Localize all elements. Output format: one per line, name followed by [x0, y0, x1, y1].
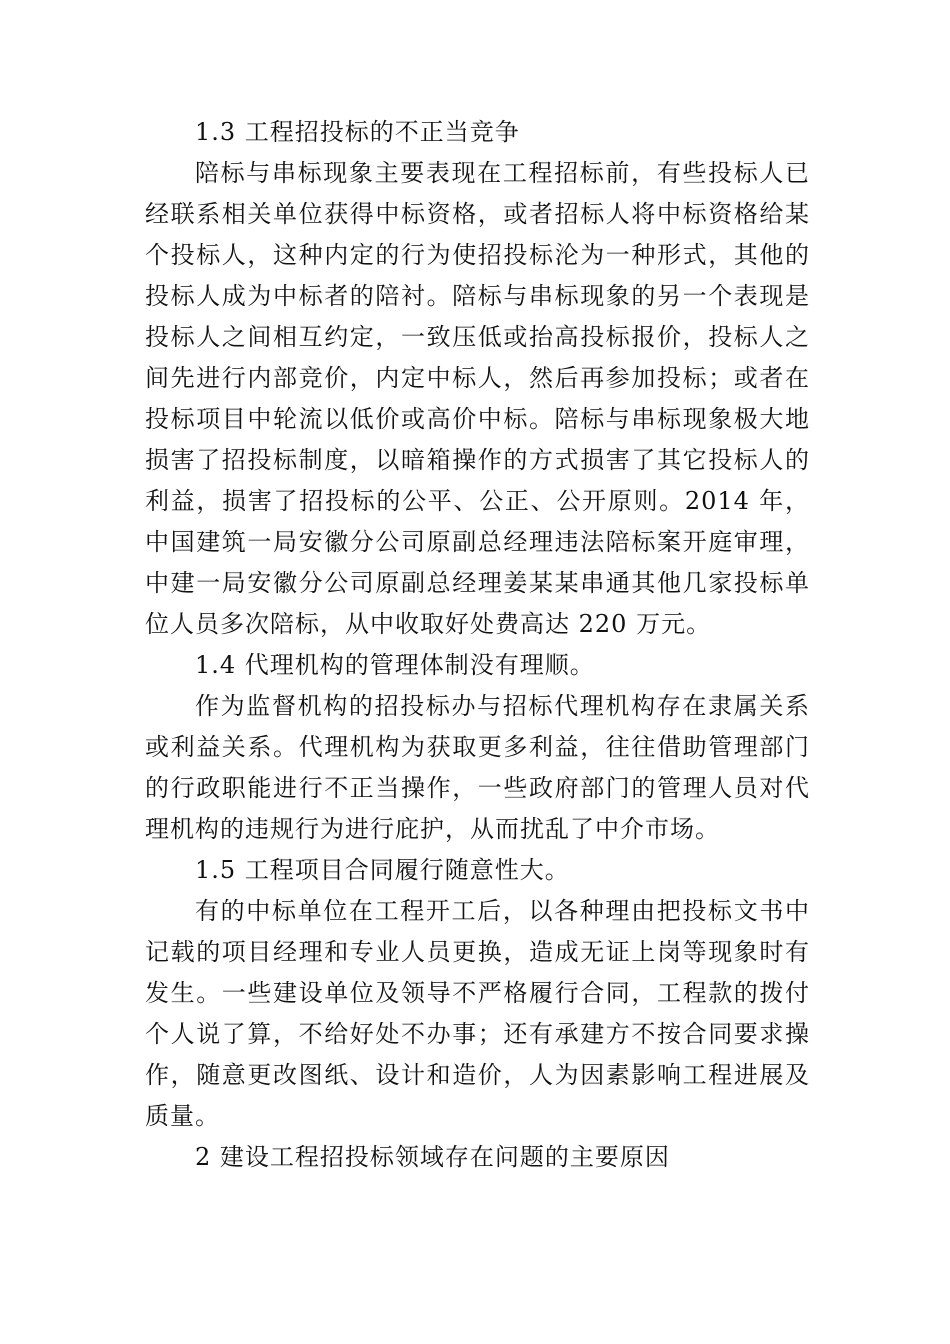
section-heading-1-4: 1.4 代理机构的管理体制没有理顺。 — [195, 651, 595, 679]
section-heading-1-5: 1.5 工程项目合同履行随意性大。 — [195, 856, 570, 884]
paragraph-bid-rigging: 陪标与串标现象主要表现在工程招标前，有些投标人已经联系相关单位获得中标资格，或者招标人将中标资格给某个投标人，这种内定的行为使招投标沦为一种形式，其他的投标人成为中标者的陪衬。陪标与串标现象的另一个表现是投标人之间相互约定，一致压低或抬高投标报价，投标人之间先进行内部竞价，内定中标人，然后再参加投标；或者在投标项目中轮流以低价或高价中标。陪标与串标现象极大地损害了招投标制度，以暗箱操作的方式损害了其它投标人的利益，损害了招投标的公平、公正、公开原则。2014 年，中国建筑一局安徽分公司原副总经理违法陪标案开庭审理，中建一局安徽分公司原副总经理姜某某串通其他几家投标单位人员多次陪标，从中收取好处费高达 220 万元。 — [145, 159, 810, 638]
paragraph-agency-management: 作为监督机构的招投标办与招标代理机构存在隶属关系或利益关系。代理机构为获取更多利益，往往借助管理部门的行政职能进行不正当操作，一些政府部门的管理人员对代理机构的违规行为进行庇护，从而扰乱了中介市场。 — [145, 692, 810, 843]
section-heading-1-3: 1.3 工程招投标的不正当竞争 — [195, 118, 520, 146]
document-body — [145, 112, 810, 1178]
section-heading-2: 2 建设工程招投标领域存在问题的主要原因 — [195, 1143, 670, 1171]
paragraph-contract-performance: 有的中标单位在工程开工后，以各种理由把投标文书中记载的项目经理和专业人员更换，造成无证上岗等现象时有发生。一些建设单位及领导不严格履行合同，工程款的拨付个人说了算，不给好处不办事；还有承建方不按合同要求操作，随意更改图纸、设计和造价，人为因素影响工程进展及质量。 — [145, 897, 810, 1130]
